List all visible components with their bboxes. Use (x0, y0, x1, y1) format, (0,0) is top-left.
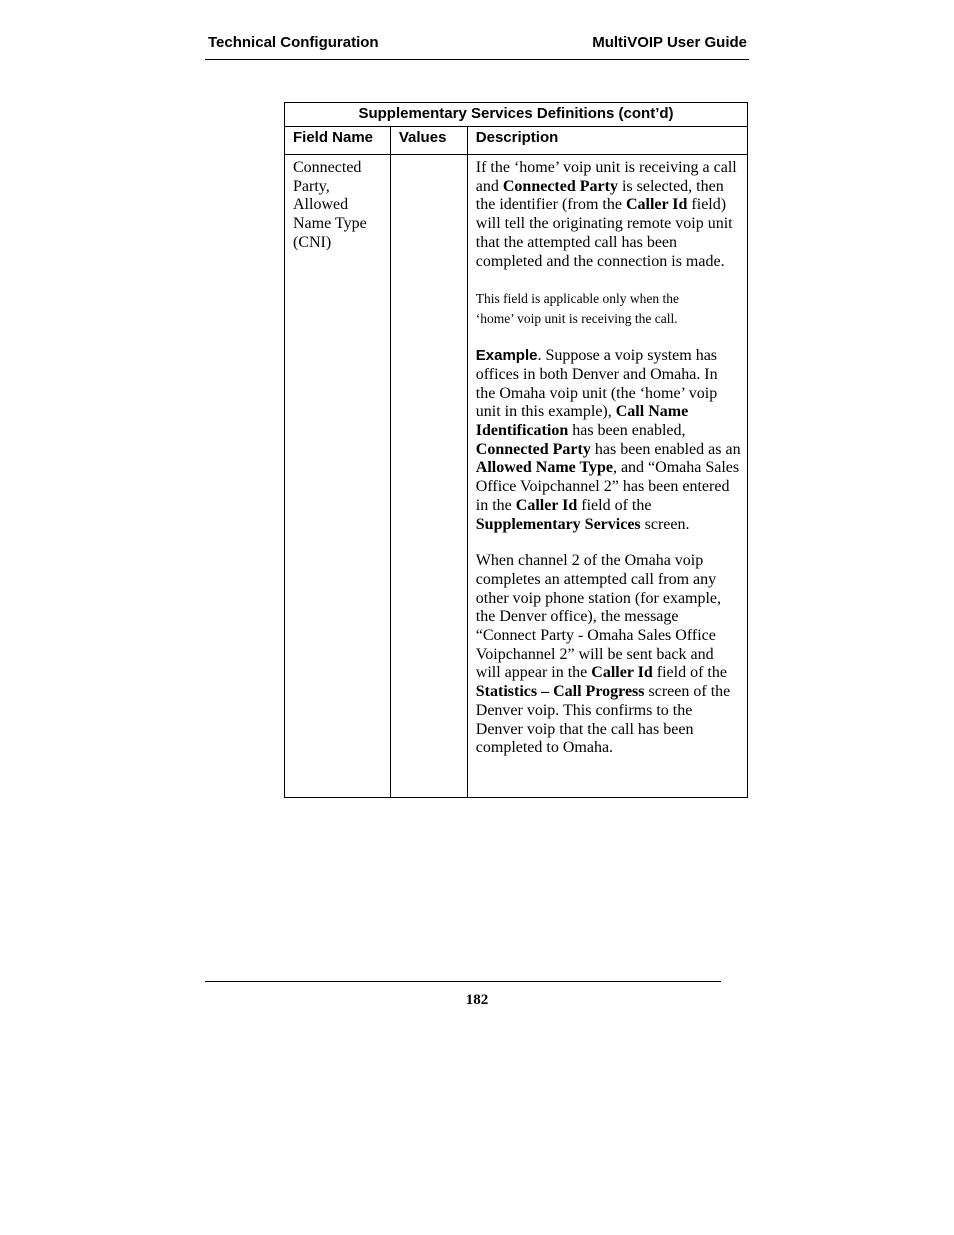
table-row (285, 155, 748, 798)
section-title: Technical Configuration (208, 34, 379, 51)
column-header-field-name: Field Name (285, 127, 391, 155)
column-header-description: Description (467, 127, 747, 155)
table-caption: Supplementary Services Definitions (cont’d) (285, 103, 748, 127)
example-paragraph: Example. Suppose a voip system has offices in both Denver and Omaha. In the Omaha voip unit (the ‘home’ voip unit in this example), Call Name Identification has been enabled, Connected Party has been enabled as an Allowed Name Type, and “Omaha Sales Office Voipchannel 2” has been entered in the Caller Id field of the Supplementary Services screen. (475, 347, 741, 533)
field-name-line: Party, (293, 177, 330, 195)
field-name-line: Name Type (293, 215, 367, 233)
description-cell (467, 155, 747, 798)
header-rule (205, 59, 749, 60)
field-name-line: Allowed (293, 196, 349, 214)
field-name-line: Connected (293, 159, 362, 176)
page-number: 182 (465, 992, 489, 1008)
example-label: Example (475, 347, 538, 365)
applicability-note: This field is applicable only when the ‘home’ voip unit is receiving the call. (475, 291, 679, 327)
table-caption-row (285, 103, 748, 127)
field-name-line: (CNI) (293, 233, 332, 251)
definitions-table (284, 102, 748, 798)
result-paragraph: When channel 2 of the Omaha voip completes an attempted call from any other voip phone station (for example, the Denver office), the message “Connect Party - Omaha Sales Office Voipchannel 2” will be sent back and will appear in the Caller Id field of the Statistics – Call Progress screen of the Denver voip. This confirms to the Denver voip that the call has been completed to Omaha. (475, 552, 731, 757)
field-name-cell (285, 155, 391, 798)
column-header-values: Values (390, 127, 467, 155)
guide-title: MultiVOIP User Guide (592, 34, 747, 51)
footer-rule (205, 981, 721, 982)
table-header-row (285, 127, 748, 155)
values-cell (390, 155, 467, 798)
description-paragraph: If the ‘home’ voip unit is receiving a call and Connected Party is selected, then the identifier (from the Caller Id field) will tell the originating remote voip unit that the attempted call has been completed and the connection is made. (475, 159, 737, 270)
